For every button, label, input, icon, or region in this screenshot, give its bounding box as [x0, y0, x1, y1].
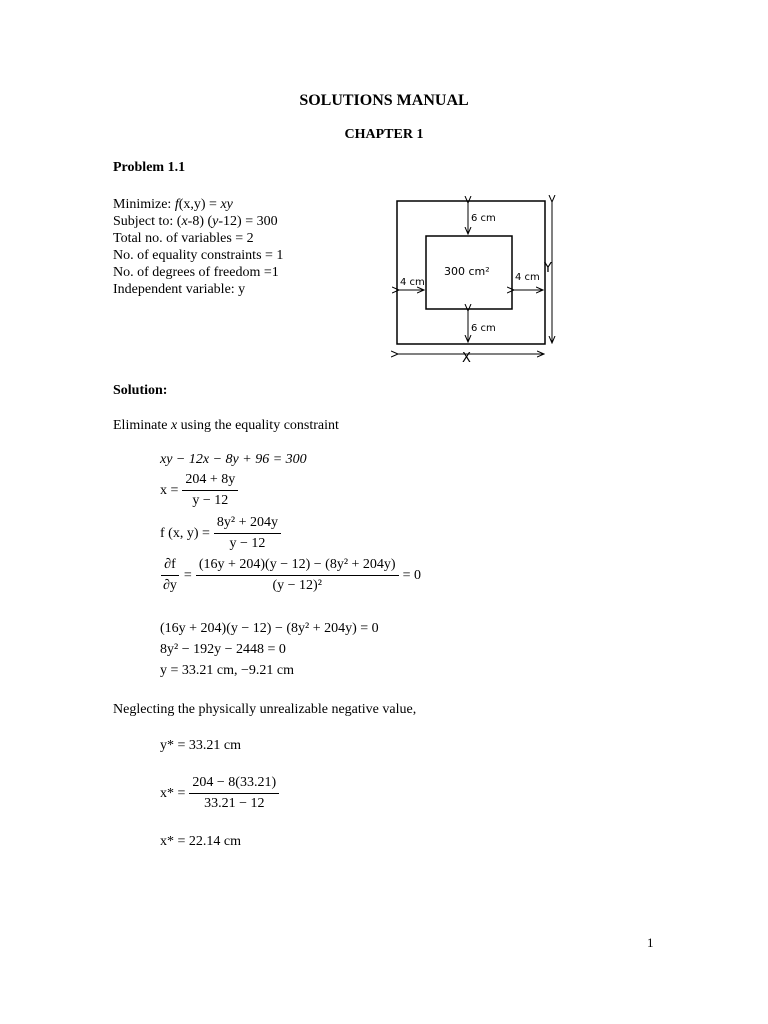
y-dimension-label: Y [544, 261, 552, 276]
equation-4 [160, 557, 421, 594]
eq4-denominator: (y − 12)² [272, 578, 322, 593]
eq3-fraction [214, 515, 281, 552]
subject-end: -12) = 300 [218, 214, 278, 229]
eq3-lhs: f (x, y) = [160, 525, 210, 541]
top-dimension-label: 6 cm [471, 213, 496, 224]
subject-line [113, 213, 278, 230]
eq2-lhs: x = [160, 482, 179, 498]
eq4-rhs: = 0 [402, 567, 421, 583]
eq2-denominator: y − 12 [192, 493, 229, 508]
eq4-equals: = [183, 567, 192, 583]
freedom-line: No. of degrees of freedom =1 [113, 265, 279, 280]
independent-variable-line: Independent variable: y [113, 282, 246, 297]
x-star-fraction [189, 775, 279, 812]
equation-6: 8y² − 192y − 2448 = 0 [160, 642, 286, 657]
equation-1: xy − 12x − 8y + 96 = 300 [160, 452, 307, 467]
page-title: SOLUTIONS MANUAL [299, 92, 469, 109]
subject-y: y [212, 214, 219, 229]
box-diagram [380, 190, 580, 370]
x-star-lhs: x* = [160, 785, 186, 801]
eq3-denominator: y − 12 [229, 536, 266, 551]
x-star-result: x* = 22.14 cm [160, 834, 241, 849]
intro-post: using the equality constraint [177, 418, 339, 433]
eq2-fraction [182, 472, 238, 509]
left-dimension-label: 4 cm [400, 277, 425, 288]
minimize-line [113, 196, 233, 213]
area-label: 300 cm² [444, 265, 490, 278]
eq3-numerator: 8y² + 204y [214, 515, 281, 534]
equation-5: (16y + 204)(y − 12) − (8y² + 204y) = 0 [160, 621, 379, 636]
minimize-label: Minimize: [113, 197, 172, 212]
subject-x: x [181, 214, 188, 229]
equation-3 [160, 515, 281, 552]
eq4-derivative-numerator: ∂f [161, 557, 179, 576]
chapter-heading: CHAPTER 1 [344, 127, 424, 142]
y-star-result: y* = 33.21 cm [160, 738, 241, 753]
right-dimension-label: 4 cm [515, 272, 540, 283]
x-dimension-label: X [462, 351, 471, 366]
x-star-equation [160, 775, 279, 812]
equation-7: y = 33.21 cm, −9.21 cm [160, 663, 294, 678]
x-star-numerator: 204 − 8(33.21) [189, 775, 279, 794]
eq2-numerator: 204 + 8y [182, 472, 238, 491]
intro-pre: Eliminate [113, 418, 171, 433]
x-star-denominator: 33.21 − 12 [204, 796, 265, 811]
eq4-fraction [196, 557, 399, 594]
solution-heading: Solution: [113, 383, 168, 398]
neglect-text: Neglecting the physically unrealizable negative value, [113, 702, 417, 717]
page-number: 1 [647, 935, 654, 950]
constraints-line: No. of equality constraints = 1 [113, 248, 284, 263]
bottom-dimension-label: 6 cm [471, 323, 496, 334]
intro-var: x [170, 418, 178, 433]
subject-label: Subject to: ( [113, 214, 182, 229]
problem-heading: Problem 1.1 [113, 160, 186, 175]
equation-2 [160, 472, 238, 509]
minimize-args: (x,y) = [178, 197, 221, 212]
eq4-numerator: (16y + 204)(y − 12) − (8y² + 204y) [196, 557, 399, 576]
eq4-derivative [160, 557, 180, 594]
eq4-derivative-denominator: ∂y [163, 578, 177, 593]
subject-mid: -8) ( [187, 214, 213, 229]
solution-intro [113, 418, 339, 434]
variables-line: Total no. of variables = 2 [113, 231, 254, 246]
minimize-fn: f [174, 197, 179, 212]
minimize-expr: xy [220, 197, 233, 212]
